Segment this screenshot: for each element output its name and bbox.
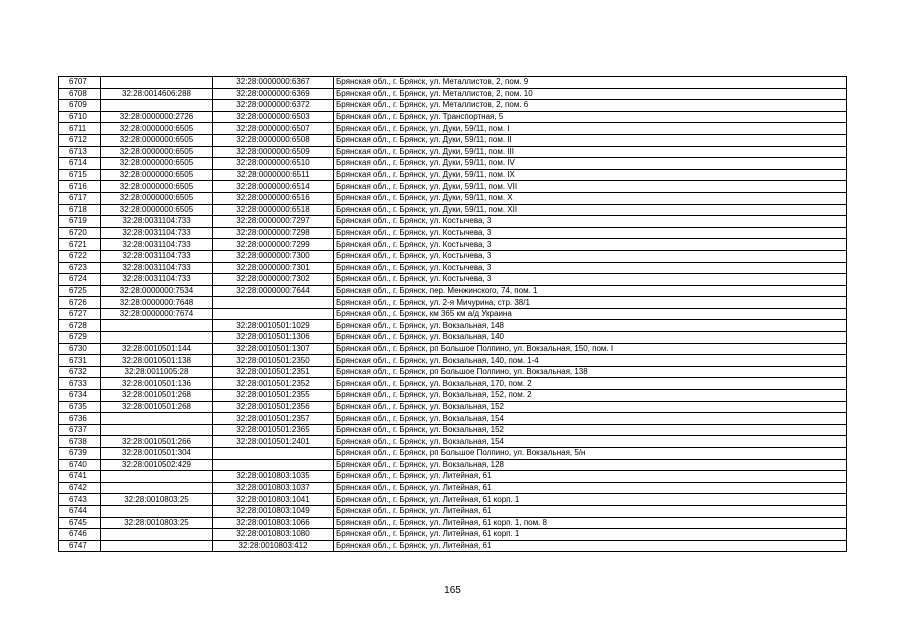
row-number-cell: 6737 [59, 424, 101, 436]
cadastral-number-cell: 32:28:0010501:1029 [213, 320, 334, 332]
table-row [59, 216, 847, 228]
cadastral-number-cell: 32:28:0010501:2401 [213, 436, 334, 448]
parent-cadastral-number-cell [101, 77, 213, 89]
table-row [59, 77, 847, 89]
parent-cadastral-number-cell [101, 505, 213, 517]
parent-cadastral-number-cell: 32:28:0031104:733 [101, 239, 213, 251]
row-number-cell: 6733 [59, 378, 101, 390]
row-number-cell: 6708 [59, 88, 101, 100]
table-row [59, 343, 847, 355]
address-cell: Брянская обл., г. Брянск, ул. Вокзальная, 154 [334, 436, 847, 448]
row-number-cell: 6728 [59, 320, 101, 332]
cadastral-number-cell: 32:28:0010803:1041 [213, 494, 334, 506]
row-number-cell: 6730 [59, 343, 101, 355]
table-row [59, 471, 847, 483]
cadastral-number-cell: 32:28:0000000:6510 [213, 158, 334, 170]
cadastral-number-cell: 32:28:0000000:7300 [213, 250, 334, 262]
row-number-cell: 6718 [59, 204, 101, 216]
address-cell: Брянская обл., г. Брянск, рп Большое Полпино, ул. Вокзальная, 150, пом. I [334, 343, 847, 355]
cadastral-number-cell: 32:28:0000000:6372 [213, 100, 334, 112]
address-cell: Брянская обл., г. Брянск, км 365 км а/д Украина [334, 308, 847, 320]
address-cell: Брянская обл., г. Брянск, ул. Металлистов, 2, пом. 6 [334, 100, 847, 112]
cadastral-number-cell: 32:28:0000000:6369 [213, 88, 334, 100]
address-cell: Брянская обл., г. Брянск, ул. Дуки, 59/11, пом. XII [334, 204, 847, 216]
parent-cadastral-number-cell: 32:28:0010501:266 [101, 436, 213, 448]
parent-cadastral-number-cell: 32:28:0000000:7674 [101, 308, 213, 320]
table-row [59, 448, 847, 460]
address-cell: Брянская обл., г. Брянск, ул. Костычева, 3 [334, 262, 847, 274]
address-cell: Брянская обл., г. Брянск, ул. Костычева, 3 [334, 227, 847, 239]
parent-cadastral-number-cell: 32:28:0000000:6505 [101, 134, 213, 146]
address-cell: Брянская обл., г. Брянск, ул. Вокзальная, 170, пом. 2 [334, 378, 847, 390]
parent-cadastral-number-cell [101, 529, 213, 541]
address-cell: Брянская обл., г. Брянск, ул. Литейная, 61 [334, 482, 847, 494]
table-row [59, 308, 847, 320]
table-row [59, 517, 847, 529]
table-row [59, 146, 847, 158]
cadastral-number-cell: 32:28:0000000:7297 [213, 216, 334, 228]
cadastral-number-cell: 32:28:0010501:2350 [213, 355, 334, 367]
address-cell: Брянская обл., г. Брянск, ул. Вокзальная, 140 [334, 332, 847, 344]
parent-cadastral-number-cell: 32:28:0010501:268 [101, 401, 213, 413]
address-cell: Брянская обл., г. Брянск, ул. Литейная, 61 корп. 1, пом. 8 [334, 517, 847, 529]
parent-cadastral-number-cell [101, 482, 213, 494]
parent-cadastral-number-cell: 32:28:0010501:144 [101, 343, 213, 355]
cadastral-number-cell: 32:28:0010501:1307 [213, 343, 334, 355]
parent-cadastral-number-cell [101, 320, 213, 332]
row-number-cell: 6739 [59, 448, 101, 460]
parent-cadastral-number-cell [101, 100, 213, 112]
registry-table-container [58, 76, 846, 552]
cadastral-number-cell: 32:28:0010501:2357 [213, 413, 334, 425]
address-cell: Брянская обл., г. Брянск, ул. Металлистов, 2, пом. 9 [334, 77, 847, 89]
cadastral-number-cell: 32:28:0000000:7299 [213, 239, 334, 251]
cadastral-number-cell: 32:28:0000000:7301 [213, 262, 334, 274]
registry-table [58, 76, 847, 552]
address-cell: Брянская обл., г. Брянск, ул. Вокзальная, 152 [334, 401, 847, 413]
address-cell: Брянская обл., г. Брянск, ул. Литейная, 61 [334, 471, 847, 483]
parent-cadastral-number-cell: 32:28:0000000:6505 [101, 181, 213, 193]
table-row [59, 424, 847, 436]
parent-cadastral-number-cell [101, 332, 213, 344]
cadastral-number-cell: 32:28:0000000:6518 [213, 204, 334, 216]
parent-cadastral-number-cell: 32:28:0000000:2726 [101, 111, 213, 123]
row-number-cell: 6717 [59, 192, 101, 204]
parent-cadastral-number-cell: 32:28:0031104:733 [101, 274, 213, 286]
row-number-cell: 6724 [59, 274, 101, 286]
row-number-cell: 6722 [59, 250, 101, 262]
address-cell: Брянская обл., г. Брянск, ул. Костычева, 3 [334, 250, 847, 262]
table-row [59, 239, 847, 251]
table-row [59, 378, 847, 390]
cadastral-number-cell: 32:28:0010803:1049 [213, 505, 334, 517]
table-row [59, 297, 847, 309]
address-cell: Брянская обл., г. Брянск, ул. Дуки, 59/11, пом. X [334, 192, 847, 204]
cadastral-number-cell: 32:28:0010501:2365 [213, 424, 334, 436]
address-cell: Брянская обл., г. Брянск, ул. Дуки, 59/11, пом. II [334, 134, 847, 146]
parent-cadastral-number-cell: 32:28:0010501:304 [101, 448, 213, 460]
address-cell: Брянская обл., г. Брянск, ул. Вокзальная, 154 [334, 413, 847, 425]
parent-cadastral-number-cell: 32:28:0010803:25 [101, 517, 213, 529]
address-cell: Брянская обл., г. Брянск, ул. Вокзальная, 152, пом. 2 [334, 390, 847, 402]
row-number-cell: 6710 [59, 111, 101, 123]
table-row [59, 494, 847, 506]
parent-cadastral-number-cell: 32:28:0000000:7648 [101, 297, 213, 309]
row-number-cell: 6720 [59, 227, 101, 239]
parent-cadastral-number-cell: 32:28:0010502:429 [101, 459, 213, 471]
row-number-cell: 6709 [59, 100, 101, 112]
row-number-cell: 6721 [59, 239, 101, 251]
table-row [59, 134, 847, 146]
table-row [59, 413, 847, 425]
row-number-cell: 6727 [59, 308, 101, 320]
row-number-cell: 6745 [59, 517, 101, 529]
parent-cadastral-number-cell [101, 471, 213, 483]
table-row [59, 192, 847, 204]
cadastral-number-cell: 32:28:0010501:2351 [213, 366, 334, 378]
row-number-cell: 6742 [59, 482, 101, 494]
row-number-cell: 6746 [59, 529, 101, 541]
parent-cadastral-number-cell: 32:28:0031104:733 [101, 227, 213, 239]
address-cell: Брянская обл., г. Брянск, ул. Дуки, 59/11, пом. I [334, 123, 847, 135]
row-number-cell: 6732 [59, 366, 101, 378]
table-row [59, 459, 847, 471]
address-cell: Брянская обл., г. Брянск, ул. Костычева, 3 [334, 274, 847, 286]
address-cell: Брянская обл., г. Брянск, ул. Дуки, 59/11, пом. IV [334, 158, 847, 170]
cadastral-number-cell: 32:28:0010501:2356 [213, 401, 334, 413]
parent-cadastral-number-cell: 32:28:0031104:733 [101, 216, 213, 228]
table-row [59, 123, 847, 135]
cadastral-number-cell [213, 308, 334, 320]
table-row [59, 262, 847, 274]
row-number-cell: 6712 [59, 134, 101, 146]
row-number-cell: 6747 [59, 540, 101, 552]
row-number-cell: 6726 [59, 297, 101, 309]
address-cell: Брянская обл., г. Брянск, ул. Дуки, 59/11, пом. III [334, 146, 847, 158]
row-number-cell: 6713 [59, 146, 101, 158]
parent-cadastral-number-cell: 32:28:0031104:733 [101, 250, 213, 262]
table-row [59, 540, 847, 552]
parent-cadastral-number-cell: 32:28:0014606:288 [101, 88, 213, 100]
row-number-cell: 6741 [59, 471, 101, 483]
table-body [59, 77, 847, 552]
address-cell: Брянская обл., г. Брянск, ул. Вокзальная, 140, пом. 1-4 [334, 355, 847, 367]
address-cell: Брянская обл., г. Брянск, ул. Вокзальная, 148 [334, 320, 847, 332]
cadastral-number-cell: 32:28:0000000:7302 [213, 274, 334, 286]
table-row [59, 320, 847, 332]
row-number-cell: 6736 [59, 413, 101, 425]
table-row [59, 88, 847, 100]
cadastral-number-cell: 32:28:0010501:2352 [213, 378, 334, 390]
parent-cadastral-number-cell: 32:28:0000000:6505 [101, 158, 213, 170]
table-row [59, 390, 847, 402]
row-number-cell: 6740 [59, 459, 101, 471]
table-row [59, 158, 847, 170]
table-row [59, 529, 847, 541]
row-number-cell: 6707 [59, 77, 101, 89]
cadastral-number-cell: 32:28:0010501:2355 [213, 390, 334, 402]
cadastral-number-cell: 32:28:0000000:6507 [213, 123, 334, 135]
table-row [59, 274, 847, 286]
row-number-cell: 6743 [59, 494, 101, 506]
parent-cadastral-number-cell: 32:28:0010501:136 [101, 378, 213, 390]
cadastral-number-cell: 32:28:0000000:6514 [213, 181, 334, 193]
parent-cadastral-number-cell: 32:28:0000000:7534 [101, 285, 213, 297]
cadastral-number-cell: 32:28:0010803:1080 [213, 529, 334, 541]
address-cell: Брянская обл., г. Брянск, ул. Литейная, 61 [334, 540, 847, 552]
address-cell: Брянская обл., г. Брянск, ул. Транспортная, 5 [334, 111, 847, 123]
table-row [59, 505, 847, 517]
parent-cadastral-number-cell: 32:28:0010803:25 [101, 494, 213, 506]
address-cell: Брянская обл., г. Брянск, рп Большое Полпино, ул. Вокзальная, 138 [334, 366, 847, 378]
table-row [59, 227, 847, 239]
cadastral-number-cell [213, 448, 334, 460]
address-cell: Брянская обл., г. Брянск, ул. Металлистов, 2, пом. 10 [334, 88, 847, 100]
table-row [59, 181, 847, 193]
address-cell: Брянская обл., г. Брянск, ул. Вокзальная, 128 [334, 459, 847, 471]
parent-cadastral-number-cell: 32:28:0000000:6505 [101, 192, 213, 204]
parent-cadastral-number-cell [101, 413, 213, 425]
parent-cadastral-number-cell: 32:28:0000000:6505 [101, 146, 213, 158]
address-cell: Брянская обл., г. Брянск, ул. Литейная, 61 корп. 1 [334, 494, 847, 506]
cadastral-number-cell: 32:28:0000000:6508 [213, 134, 334, 146]
address-cell: Брянская обл., г. Брянск, рп Большое Полпино, ул. Вокзальная, 5/н [334, 448, 847, 460]
table-row [59, 250, 847, 262]
parent-cadastral-number-cell: 32:28:0031104:733 [101, 262, 213, 274]
row-number-cell: 6723 [59, 262, 101, 274]
row-number-cell: 6714 [59, 158, 101, 170]
table-row [59, 332, 847, 344]
parent-cadastral-number-cell: 32:28:0000000:6505 [101, 204, 213, 216]
table-row [59, 355, 847, 367]
row-number-cell: 6744 [59, 505, 101, 517]
parent-cadastral-number-cell: 32:28:0010501:268 [101, 390, 213, 402]
parent-cadastral-number-cell: 32:28:0000000:6505 [101, 169, 213, 181]
row-number-cell: 6711 [59, 123, 101, 135]
row-number-cell: 6725 [59, 285, 101, 297]
row-number-cell: 6734 [59, 390, 101, 402]
cadastral-number-cell: 32:28:0010803:1037 [213, 482, 334, 494]
parent-cadastral-number-cell: 32:28:0000000:6505 [101, 123, 213, 135]
table-row [59, 111, 847, 123]
parent-cadastral-number-cell: 32:28:0010501:138 [101, 355, 213, 367]
table-row [59, 436, 847, 448]
parent-cadastral-number-cell [101, 424, 213, 436]
table-row [59, 100, 847, 112]
table-row [59, 204, 847, 216]
address-cell: Брянская обл., г. Брянск, ул. Вокзальная, 152 [334, 424, 847, 436]
address-cell: Брянская обл., г. Брянск, ул. Дуки, 59/11, пом. VII [334, 181, 847, 193]
address-cell: Брянская обл., г. Брянск, ул. Дуки, 59/11, пом. IX [334, 169, 847, 181]
row-number-cell: 6735 [59, 401, 101, 413]
row-number-cell: 6719 [59, 216, 101, 228]
address-cell: Брянская обл., г. Брянск, ул. Костычева, 3 [334, 239, 847, 251]
cadastral-number-cell [213, 459, 334, 471]
table-row [59, 285, 847, 297]
cadastral-number-cell: 32:28:0010803:1066 [213, 517, 334, 529]
row-number-cell: 6715 [59, 169, 101, 181]
row-number-cell: 6729 [59, 332, 101, 344]
table-row [59, 401, 847, 413]
cadastral-number-cell: 32:28:0000000:6509 [213, 146, 334, 158]
cadastral-number-cell: 32:28:0000000:6503 [213, 111, 334, 123]
address-cell: Брянская обл., г. Брянск, ул. Костычева, 3 [334, 216, 847, 228]
cadastral-number-cell: 32:28:0000000:6511 [213, 169, 334, 181]
parent-cadastral-number-cell: 32:28:0011005:28 [101, 366, 213, 378]
row-number-cell: 6716 [59, 181, 101, 193]
cadastral-number-cell [213, 297, 334, 309]
page-number: 165 [444, 585, 461, 596]
cadastral-number-cell: 32:28:0010803:412 [213, 540, 334, 552]
row-number-cell: 6731 [59, 355, 101, 367]
cadastral-number-cell: 32:28:0000000:6516 [213, 192, 334, 204]
address-cell: Брянская обл., г. Брянск, ул. Литейная, 61 корп. 1 [334, 529, 847, 541]
parent-cadastral-number-cell [101, 540, 213, 552]
cadastral-number-cell: 32:28:0000000:6367 [213, 77, 334, 89]
cadastral-number-cell: 32:28:0010803:1035 [213, 471, 334, 483]
address-cell: Брянская обл., г. Брянск, пер. Менжинского, 74, пом. 1 [334, 285, 847, 297]
cadastral-number-cell: 32:28:0000000:7298 [213, 227, 334, 239]
row-number-cell: 6738 [59, 436, 101, 448]
table-row [59, 366, 847, 378]
cadastral-number-cell: 32:28:0010501:1306 [213, 332, 334, 344]
table-row [59, 482, 847, 494]
address-cell: Брянская обл., г. Брянск, ул. Литейная, 61 [334, 505, 847, 517]
address-cell: Брянская обл., г. Брянск, ул. 2-я Мичурина, стр. 38/1 [334, 297, 847, 309]
cadastral-number-cell: 32:28:0000000:7644 [213, 285, 334, 297]
table-row [59, 169, 847, 181]
